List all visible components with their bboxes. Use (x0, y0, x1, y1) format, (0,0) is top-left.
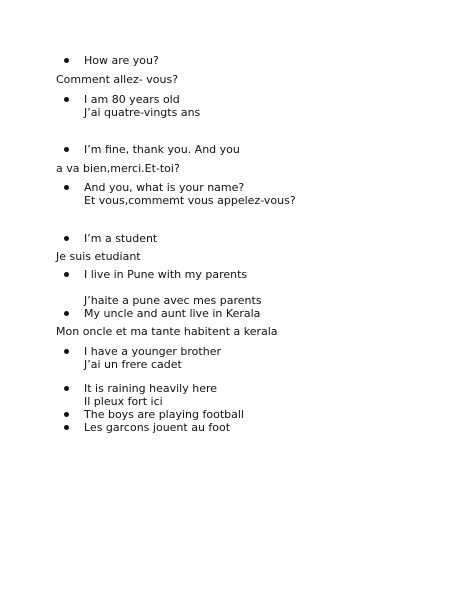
bullet-icon (64, 272, 69, 277)
bullet-icon (64, 185, 69, 190)
list-item-text: It is raining heavily here (84, 382, 218, 395)
list-item-continuation: Il pleux fort ici (84, 395, 163, 408)
bullet-icon (64, 97, 69, 102)
list-item-text: I’m a student (84, 232, 158, 245)
list-item-text: I am 80 years old (84, 93, 180, 106)
paragraph-text: a va bien,merci.Et-toi? (56, 162, 180, 175)
bullet-icon (64, 386, 69, 391)
list-item-text: My uncle and aunt live in Kerala (84, 307, 261, 320)
list-item-continuation: J’ai un frere cadet (84, 358, 182, 371)
bullet-icon (64, 311, 69, 316)
list-item-continuation: Et vous,commemt vous appelez-vous? (84, 194, 296, 207)
bullet-icon (64, 236, 69, 241)
list-item-text: I’m fine, thank you. And you (84, 143, 240, 156)
list-item-continuation: J’haite a pune avec mes parents (84, 294, 262, 307)
paragraph-text: Mon oncle et ma tante habitent a kerala (56, 325, 278, 338)
list-item-continuation: J’ai quatre-vingts ans (84, 106, 201, 119)
list-item-text: I live in Pune with my parents (84, 268, 248, 281)
bullet-icon (64, 147, 69, 152)
list-item-text: How are you? (84, 54, 159, 67)
paragraph-text: Je suis etudiant (56, 250, 141, 263)
bullet-icon (64, 58, 69, 63)
list-item-text: The boys are playing football (84, 408, 244, 421)
bullet-icon (64, 412, 69, 417)
paragraph-text: Comment allez- vous? (56, 73, 179, 86)
list-item-text: I have a younger brother (84, 345, 221, 358)
bullet-icon (64, 349, 69, 354)
list-item-text: Les garcons jouent au foot (84, 421, 231, 434)
list-item-text: And you, what is your name? (84, 181, 245, 194)
bullet-icon (64, 425, 69, 430)
